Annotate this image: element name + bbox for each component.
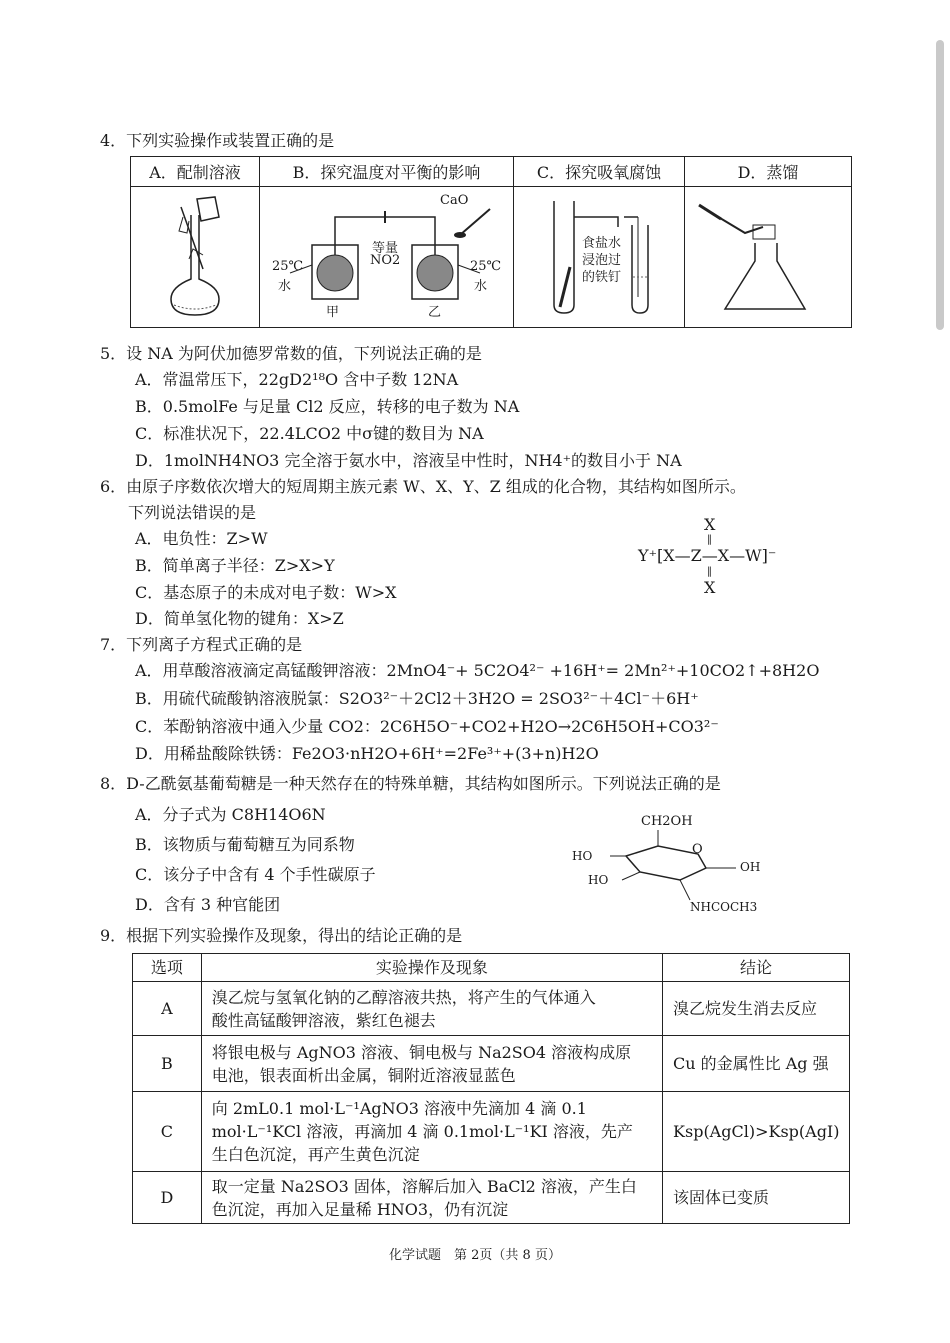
q9-row-b-conclusion: Cu 的金属性比 Ag 强	[663, 1036, 850, 1092]
q9-row-d-op-line2: 色沉淀，再加入足量稀 HNO3，仍有沉淀	[211, 1199, 509, 1219]
water-left-label: 水	[278, 279, 292, 294]
q4-header-a: A．配制溶液	[131, 157, 260, 187]
q6-option-b: B．简单离子半径：Z>X>Y	[135, 556, 335, 575]
q4-cell-a	[131, 187, 260, 328]
q7-option-d: D．用稀盐酸除铁锈：Fe2O3·nH2O+6H⁺=2Fe³⁺+(3+n)H2O	[135, 744, 599, 763]
q9-row-a-op-line1: 溴乙烷与氢氧化钠的乙醇溶液共热，将产生的气体通入	[211, 987, 596, 1007]
table-row	[133, 1092, 850, 1172]
table-row	[133, 1172, 850, 1224]
q6-option-c: C．基态原子的未成对电子数：W>X	[135, 583, 397, 602]
q6-double-bond-bottom: ‖	[707, 566, 712, 577]
ch2oh-label: CH2OH	[641, 814, 693, 829]
q5-option-b: B．0.5molFe 与足量 Cl2 反应，转移的电子数为 NA	[135, 397, 520, 416]
distillation-flask-icon	[685, 187, 851, 323]
q8-option-b: B．该物质与葡萄糖互为同系物	[135, 835, 355, 854]
temp-left-label: 25℃	[272, 259, 304, 274]
temp-right-label: 25℃	[470, 259, 502, 274]
q9-header-option: 选项	[133, 954, 202, 982]
q4-cell-c	[514, 187, 685, 328]
q5-stem: 5．设 NA 为阿伏加德罗常数的值，下列说法正确的是	[100, 344, 482, 363]
nhcoch3-label: NHCOCH3	[690, 900, 758, 914]
ho-upper-label: HO	[572, 849, 593, 863]
q4-cell-d	[685, 187, 852, 328]
q8-option-a: A．分子式为 C8H14O6N	[135, 805, 326, 824]
q9-row-b-op-line2: 电池，银表面析出金属，铜附近溶液显蓝色	[211, 1065, 516, 1085]
q6-structure-formula: Y⁺[X—Z—X—W]⁻	[638, 546, 777, 565]
jia-label: 甲	[326, 305, 340, 320]
q9-header-operation: 实验操作及现象	[201, 954, 662, 982]
ho-lower-label: HO	[588, 873, 609, 887]
q5-option-a: A．常温常压下，22gD2¹⁸O 含中子数 12NA	[135, 370, 459, 389]
q6-stem: 6．由原子序数依次增大的短周期主族元素 W、X、Y、Z 组成的化合物，其结构如图所示。	[100, 477, 746, 496]
q9-row-b-op-line1: 将银电极与 AgNO3 溶液、铜电极与 Na2SO4 溶液构成原	[211, 1042, 632, 1062]
q6-option-a: A．电负性：Z>W	[135, 529, 268, 548]
q9-row-c-op-line3: 生白色沉淀，再产生黄色沉淀	[211, 1145, 420, 1164]
q9-row-d-conclusion: 该固体已变质	[663, 1172, 850, 1224]
oh-label: OH	[740, 860, 761, 874]
soaked-label: 浸泡过	[582, 253, 622, 268]
q4-table	[130, 156, 852, 328]
q9-row-c-option: C	[133, 1092, 202, 1172]
water-right-label: 水	[474, 279, 488, 294]
no2-label: NO2	[370, 253, 401, 268]
q7-option-b: B．用硫代硫酸钠溶液脱氯：S2O3²⁻＋2Cl2＋3H2O = 2SO3²⁻＋4Cl⁻＋6H⁺	[135, 689, 699, 708]
q5-option-d: D．1molNH4NO3 完全溶于氨水中，溶液呈中性时，NH4⁺的数目小于 NA	[135, 451, 682, 470]
table-row	[133, 982, 850, 1036]
yi-label: 乙	[428, 305, 442, 320]
q4-header-b: B．探究温度对平衡的影响	[260, 157, 514, 187]
scrollbar[interactable]	[936, 40, 944, 330]
iron-nail-label: 的铁钉	[582, 270, 622, 285]
q6-stem-2: 下列说法错误的是	[128, 503, 257, 522]
q4-stem: 4．下列实验操作或装置正确的是	[100, 131, 335, 150]
cao-label: CaO	[440, 193, 469, 208]
q9-stem: 9．根据下列实验操作及现象，得出的结论正确的是	[100, 926, 463, 945]
page-footer: 化学试题 第 2页（共 8 页）	[389, 1248, 561, 1263]
volumetric-flask-icon	[131, 187, 259, 323]
q4-header-d: D．蒸馏	[685, 157, 852, 187]
q8-option-d: D．含有 3 种官能团	[135, 895, 281, 914]
q9-row-a-op-line2: 酸性高锰酸钾溶液，紫红色褪去	[211, 1010, 436, 1030]
q6-structure-top: X	[704, 515, 716, 534]
q4-cell-b	[260, 187, 514, 328]
q9-table	[132, 953, 850, 1224]
q6-option-d: D．简单氢化物的键角：X>Z	[135, 609, 344, 628]
q9-row-d-op-line1: 取一定量 Na2SO3 固体，溶解后加入 BaCl2 溶液，产生白	[211, 1176, 637, 1196]
q7-stem: 7．下列离子方程式正确的是	[100, 635, 303, 654]
q7-option-c: C．苯酚钠溶液中通入少量 CO2：2C6H5O⁻+CO2+H2O→2C6H5OH+CO3²⁻	[135, 717, 719, 736]
q6-structure-bottom: X	[704, 578, 716, 597]
q9-row-a-conclusion: 溴乙烷发生消去反应	[663, 982, 850, 1036]
q8-stem: 8．D-乙酰氨基葡萄糖是一种天然存在的特殊单糖，其结构如图所示。下列说法正确的是	[100, 774, 721, 793]
q4-header-c: C．探究吸氧腐蚀	[514, 157, 685, 187]
equal-label: 等量	[372, 241, 399, 256]
q5-option-c: C．标准状况下，22.4LCO2 中σ键的数目为 NA	[135, 424, 484, 443]
q7-option-a: A．用草酸溶液滴定高锰酸钾溶液：2MnO4⁻+ 5C2O4²⁻ +16H⁺= 2Mn²⁺+10CO2↑+8H2O	[135, 661, 820, 680]
q9-row-c-op-line1: 向 2mL0.1 mol·L⁻¹AgNO3 溶液中先滴加 4 滴 0.1	[211, 1099, 587, 1118]
q9-row-c-op-line2: mol·L⁻¹KCl 溶液，再滴加 4 滴 0.1mol·L⁻¹KI 溶液，先产	[211, 1122, 633, 1141]
q9-row-d-option: D	[133, 1172, 202, 1224]
ring-o-label: O	[692, 842, 703, 857]
salt-water-label: 食盐水	[582, 236, 622, 251]
q9-row-b-option: B	[133, 1036, 202, 1092]
q9-row-a-option: A	[133, 982, 202, 1036]
q6-double-bond-top: ‖	[707, 534, 712, 545]
table-row	[133, 1036, 850, 1092]
q9-row-c-conclusion: Ksp(AgCl)>Ksp(AgI)	[663, 1092, 850, 1172]
q8-option-c: C．该分子中含有 4 个手性碳原子	[135, 865, 376, 884]
q9-header-conclusion: 结论	[663, 954, 850, 982]
